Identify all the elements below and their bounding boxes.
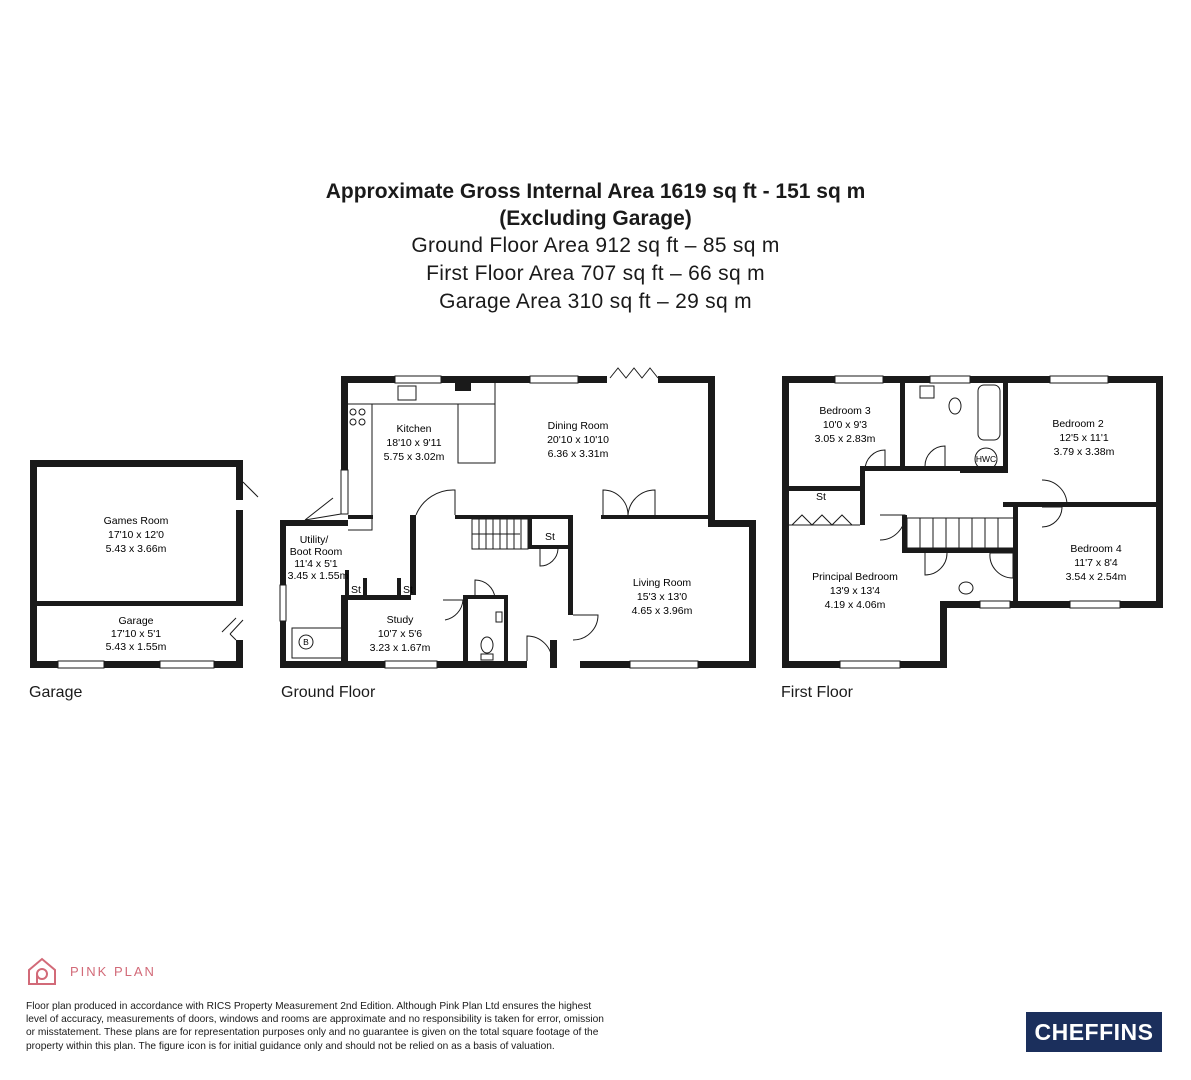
dining-name: Dining Room: [547, 420, 609, 432]
wall: [749, 520, 756, 668]
basin: [496, 612, 502, 622]
bedroom4-metric: 3.54 x 2.54m: [1065, 571, 1127, 583]
kitchen-name: Kitchen: [396, 423, 432, 435]
wall: [397, 578, 401, 600]
wall: [236, 640, 243, 668]
disclaimer-line: or misstatement. These plans are for representation purposes only and no guarantee is given on the total square footage of the: [26, 1027, 599, 1039]
toilet: [481, 654, 493, 660]
wall: [658, 376, 715, 383]
wall: [363, 578, 367, 600]
wall: [280, 520, 348, 526]
dining-metric: 6.36 x 3.31m: [547, 448, 609, 460]
kitchen-imperial: 18'10 x 9'11: [386, 437, 442, 449]
window: [630, 661, 698, 668]
excluding-garage-note: (Excluding Garage): [499, 207, 692, 230]
hob: [359, 409, 365, 415]
hob: [359, 419, 365, 425]
utility-metric: 3.45 x 1.55m: [287, 570, 349, 582]
floor-label-garage: Garage: [29, 684, 83, 701]
door: [243, 482, 258, 497]
garage-area: Garage Area 310 sq ft – 29 sq m: [439, 290, 752, 313]
window: [1070, 601, 1120, 608]
house-logo-icon: [26, 956, 58, 986]
bifold-door: [610, 368, 658, 378]
door: [230, 620, 243, 640]
floor-label-first: First Floor: [781, 684, 853, 701]
storage-label: St: [403, 584, 413, 596]
storage-label: St: [545, 531, 555, 543]
floor-label-ground: Ground Floor: [281, 684, 376, 701]
room-labels: [104, 405, 1127, 654]
wall: [568, 515, 573, 615]
garage-room-name: Garage: [118, 615, 154, 627]
hob: [350, 419, 356, 425]
kitchen-sink: [398, 386, 416, 400]
wall: [1003, 502, 1156, 507]
wall: [900, 383, 905, 471]
wall: [280, 661, 348, 668]
chimney: [455, 383, 471, 391]
toilet: [959, 582, 973, 594]
window: [160, 661, 214, 668]
study-imperial: 10'7 x 5'6: [377, 628, 423, 640]
window: [1050, 376, 1108, 383]
bedroom2-metric: 3.79 x 3.38m: [1053, 446, 1115, 458]
hob: [350, 409, 356, 415]
disclaimer-line: property within this plan. The figure icon is for initial guidance only and should not be relied on as a basis of valuation.: [26, 1040, 555, 1052]
wall: [708, 376, 715, 526]
wall: [902, 548, 1017, 553]
hwc-label: HWC: [975, 454, 997, 464]
games-room-metric: 5.43 x 3.66m: [105, 543, 167, 555]
boiler-label: B: [303, 637, 309, 647]
window: [930, 376, 970, 383]
basin: [920, 386, 934, 398]
living-metric: 4.65 x 3.96m: [631, 605, 693, 617]
bedroom2-name: Bedroom 2: [1052, 418, 1104, 430]
wall: [505, 661, 527, 668]
bedroom4-imperial: 11'7 x 8'4: [1074, 557, 1118, 569]
wall: [30, 601, 243, 606]
storage-label: St: [816, 491, 826, 503]
wall: [708, 520, 756, 527]
study-metric: 3.23 x 1.67m: [369, 642, 431, 654]
utility-imperial: 11'4 x 5'1: [294, 558, 338, 570]
wall: [236, 510, 243, 604]
dining-imperial: 20'10 x 10'10: [547, 434, 609, 446]
games-room-imperial: 17'10 x 12'0: [108, 529, 164, 541]
window: [385, 661, 437, 668]
wardrobe: [792, 515, 852, 525]
window: [395, 376, 441, 383]
wall: [1156, 376, 1163, 608]
staircase: [907, 518, 1017, 548]
garage-room-imperial: 17'10 x 5'1: [110, 628, 162, 640]
wall: [1003, 383, 1008, 473]
first-floor-area: First Floor Area 707 sq ft – 66 sq m: [426, 262, 765, 285]
wall: [504, 595, 508, 668]
ground-floor-area: Ground Floor Area 912 sq ft – 85 sq m: [411, 234, 780, 257]
wall: [30, 460, 243, 467]
wall: [30, 460, 37, 668]
shower: [990, 553, 1013, 578]
bedroom3-imperial: 10'0 x 9'3: [822, 419, 868, 431]
pink-plan-text: PINK PLAN: [70, 963, 156, 979]
ground-floor-plan: [280, 368, 756, 668]
wall: [348, 515, 373, 519]
wall: [528, 545, 568, 549]
living-imperial: 15'3 x 13'0: [636, 591, 688, 603]
bedroom4-name: Bedroom 4: [1070, 543, 1122, 555]
toilet: [481, 637, 493, 653]
wall: [341, 376, 348, 476]
games-room-name: Games Room: [103, 515, 169, 527]
toilet: [949, 398, 961, 414]
garage-room-metric: 5.43 x 1.55m: [105, 641, 167, 653]
window: [980, 601, 1010, 608]
wall: [789, 486, 864, 491]
utility-name-2: Boot Room: [289, 546, 343, 558]
principal-imperial: 13'9 x 13'4: [829, 585, 881, 597]
kitchen-metric: 5.75 x 3.02m: [383, 451, 445, 463]
wall: [601, 515, 708, 519]
bedroom3-name: Bedroom 3: [819, 405, 871, 417]
wall: [410, 515, 416, 595]
wall: [960, 470, 1005, 473]
study-name: Study: [386, 614, 414, 626]
storage-label: St: [351, 584, 361, 596]
wall: [455, 515, 573, 519]
wall: [463, 595, 468, 668]
disclaimer-line: Floor plan produced in accordance with RICS Property Measurement 2nd Edition. Although Pink Plan Ltd ensures the highest: [26, 1001, 592, 1012]
disclaimer-line: level of accuracy, measurements of doors, windows and rooms are approximate and no responsibility is taken for error, omission: [26, 1014, 604, 1026]
bedroom3-metric: 3.05 x 2.83m: [814, 433, 876, 445]
cheffins-logo: CHEFFINS: [1026, 1012, 1162, 1052]
wall: [236, 460, 243, 500]
wall: [940, 601, 947, 668]
living-name: Living Room: [632, 577, 692, 589]
wall: [782, 376, 789, 668]
window: [280, 585, 286, 621]
staircase: [472, 519, 528, 549]
wall: [468, 595, 508, 599]
bathtub: [978, 385, 1000, 440]
bedroom2-imperial: 12'5 x 11'1: [1059, 432, 1109, 444]
gross-area-title: Approximate Gross Internal Area 1619 sq ft - 151 sq m: [325, 180, 866, 203]
principal-name: Principal Bedroom: [812, 571, 898, 583]
window: [840, 661, 900, 668]
utility-name-1: Utility/: [299, 534, 329, 546]
wall: [860, 470, 865, 525]
principal-metric: 4.19 x 4.06m: [824, 599, 886, 611]
window: [58, 661, 104, 668]
window: [835, 376, 883, 383]
wall: [528, 519, 532, 549]
window: [341, 470, 348, 514]
pink-plan-logo: [26, 956, 156, 986]
disclaimer: [26, 1000, 716, 1053]
door-swings: [865, 446, 1067, 575]
window: [530, 376, 578, 383]
